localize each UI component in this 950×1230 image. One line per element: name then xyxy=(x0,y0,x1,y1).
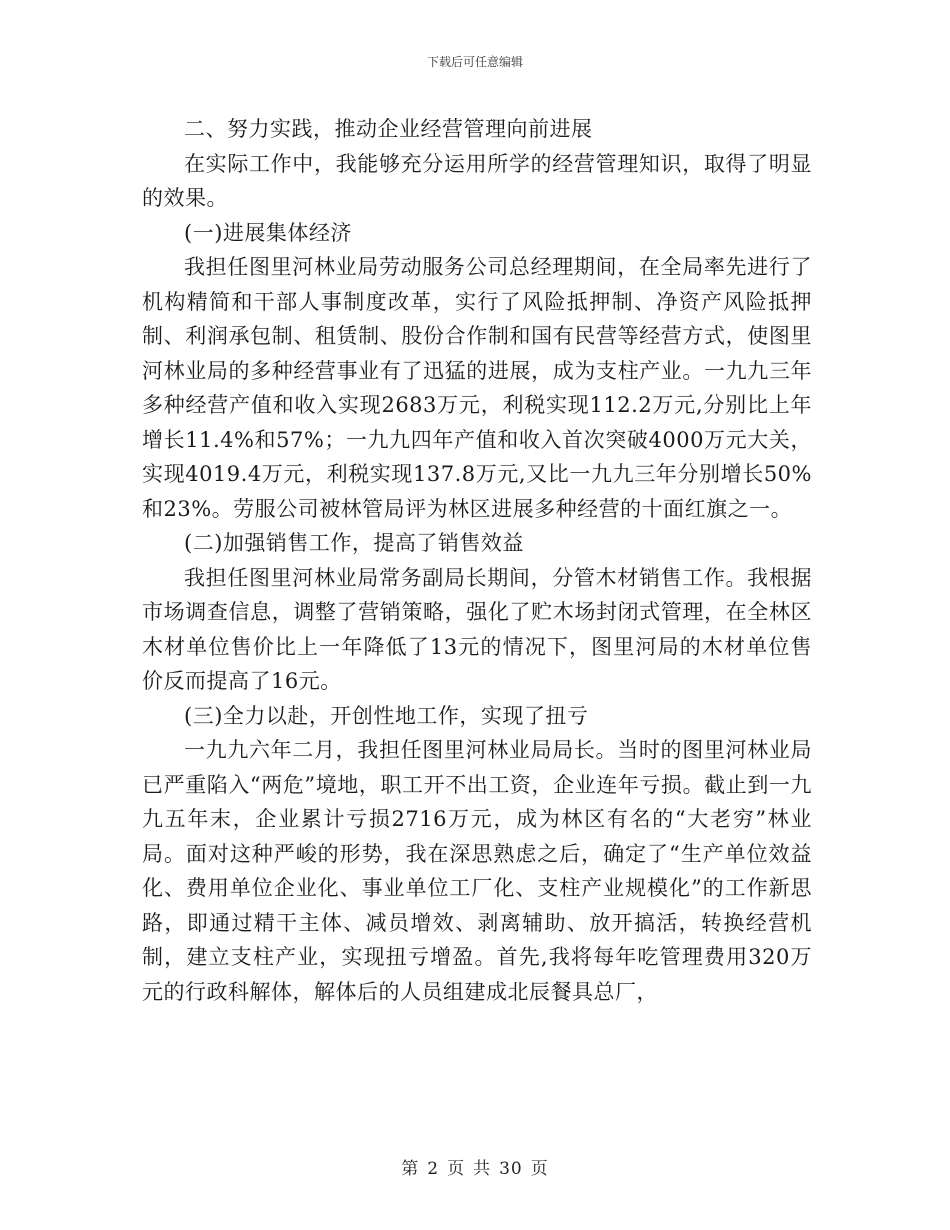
page-number: 2 xyxy=(427,1159,440,1179)
total-unit: 页 xyxy=(530,1159,549,1179)
body-paragraph: 一九九六年二月，我担任图里河林业局局长。当时的图里河林业局已严重陷入“两危”境地，职工开不出工资，企业连年亏损。截止到一九九五年末，企业累计亏损2716万元，成为林区有名的“大老穷”林业局。面对这种严峻的形势，我在深思熟虑之后，确定了“生产单位效益化、费用单位企业化、事业单位工厂化、支柱产业规模化”的工作新思路，即通过精干主体、减员增效、剥离辅助、放开搞活，转换经营机制，建立支柱产业，实现扭亏增盈。首先,我将每年吃管理费用320万元的行政科解体，解体后的人员组建成北辰餐具总厂， xyxy=(142,738,812,1004)
subsection-heading: (二)加强销售工作，提高了销售效益 xyxy=(184,531,524,555)
total-pages: 30 xyxy=(499,1159,523,1179)
subsection-heading: (三)全力以赴，开创性地工作，实现了扭亏 xyxy=(184,703,589,728)
body-paragraph: 我担任图里河林业局劳动服务公司总经理期间，在全局率先进行了机构精简和干部人事制度改革，实行了风险抵押制、净资产风险抵押制、利润承包制、租赁制、股份合作制和国有民营等经营方式，使图里河林业局的多种经营事业有了迅猛的进展，成为支柱产业。一九九三年多种经营产值和收入实现2683万元，利税实现112.2万元,分别比上年增长11.4%和57%；一九九四年产值和收入首次突破4000万元大关，实现4019.4万元，利税实现137.8万元,又比一九九三年分别增长50%和23%。劳服公司被林管局评为林区进展多种经营的十面红旗之一。 xyxy=(142,255,812,521)
page-unit: 页 xyxy=(447,1159,466,1179)
document-body xyxy=(142,112,812,1009)
page-footer xyxy=(0,1154,950,1179)
section-heading: 二、努力实践，推动企业经营管理向前进展 xyxy=(184,117,593,141)
page-label: 第 xyxy=(401,1159,420,1179)
total-label: 共 xyxy=(473,1159,492,1179)
subsection-heading: (一)进展集体经济 xyxy=(184,220,352,245)
page-header-note: 下载后可任意编辑 xyxy=(426,55,523,69)
body-paragraph: 我担任图里河林业局常务副局长期间，分管木材销售工作。我根据市场调查信息，调整了营销策略，强化了贮木场封闭式管理，在全林区木材单位售价比上一年降低了13元的情况下，图里河局的木材单位售价反而提高了16元。 xyxy=(142,565,812,693)
body-paragraph: 在实际工作中，我能够充分运用所学的经营管理知识，取得了明显的效果。 xyxy=(142,151,812,210)
